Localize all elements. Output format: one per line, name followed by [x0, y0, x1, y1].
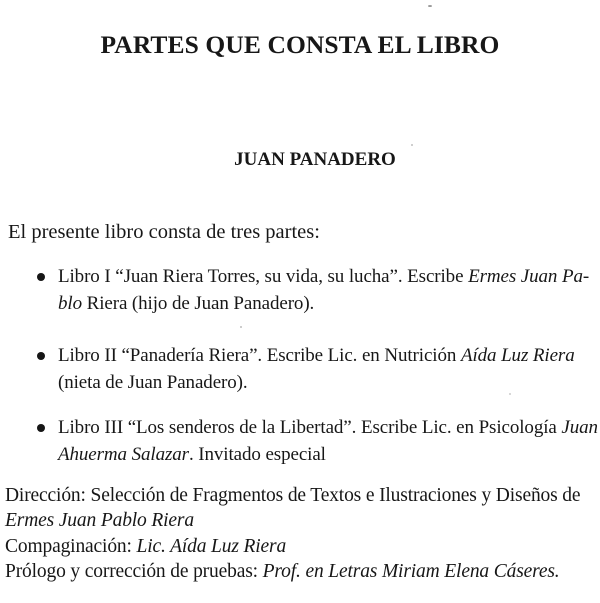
credits-block [5, 483, 580, 585]
text-line: Ermes Juan Pablo Riera [5, 510, 194, 532]
bullet-item-libro-3 [37, 414, 598, 468]
bullet-dot-icon [37, 352, 45, 360]
text-line: Libro III “Los senderos de la Libertad”. Escribe Lic. en Psicología Juan [58, 417, 598, 438]
text-line: Compaginación: Lic. Aída Luz Riera [5, 535, 287, 557]
text-line: blo Riera (hijo de Juan Panadero). [58, 293, 315, 314]
text-line: Dirección: Selección de Fragmentos de Textos e Ilustraciones y Diseños de [5, 485, 581, 506]
text-line: (nieta de Juan Panadero). [58, 372, 248, 393]
bullet-item-libro-1 [37, 263, 589, 317]
text-line: Libro I “Juan Riera Torres, su vida, su lucha”. Escribe Ermes Juan Pa- [58, 266, 590, 287]
bullet-text [58, 263, 589, 317]
text-line: Prólogo y corrección de pruebas: Prof. en Letras Miriam Elena Cáseres. [5, 561, 560, 583]
section-heading: JUAN PANADERO [234, 149, 396, 170]
scan-speck [240, 326, 242, 328]
text-line: Libro II “Panadería Riera”. Escribe Lic. en Nutrición Aída Luz Riera [58, 345, 575, 366]
bullet-item-libro-2 [37, 342, 575, 396]
bullet-dot-icon [37, 424, 45, 432]
page-title: PARTES QUE CONSTA EL LIBRO [100, 30, 500, 59]
bullet-text [58, 414, 598, 468]
bullet-dot-icon [37, 273, 45, 281]
scan-speck [428, 5, 432, 7]
scan-speck [411, 144, 413, 146]
bullet-text [58, 342, 575, 396]
text-line: Ahuerma Salazar. Invitado especial [58, 444, 326, 465]
intro-paragraph: El presente libro consta de tres partes: [8, 221, 320, 243]
scan-speck [509, 393, 511, 395]
